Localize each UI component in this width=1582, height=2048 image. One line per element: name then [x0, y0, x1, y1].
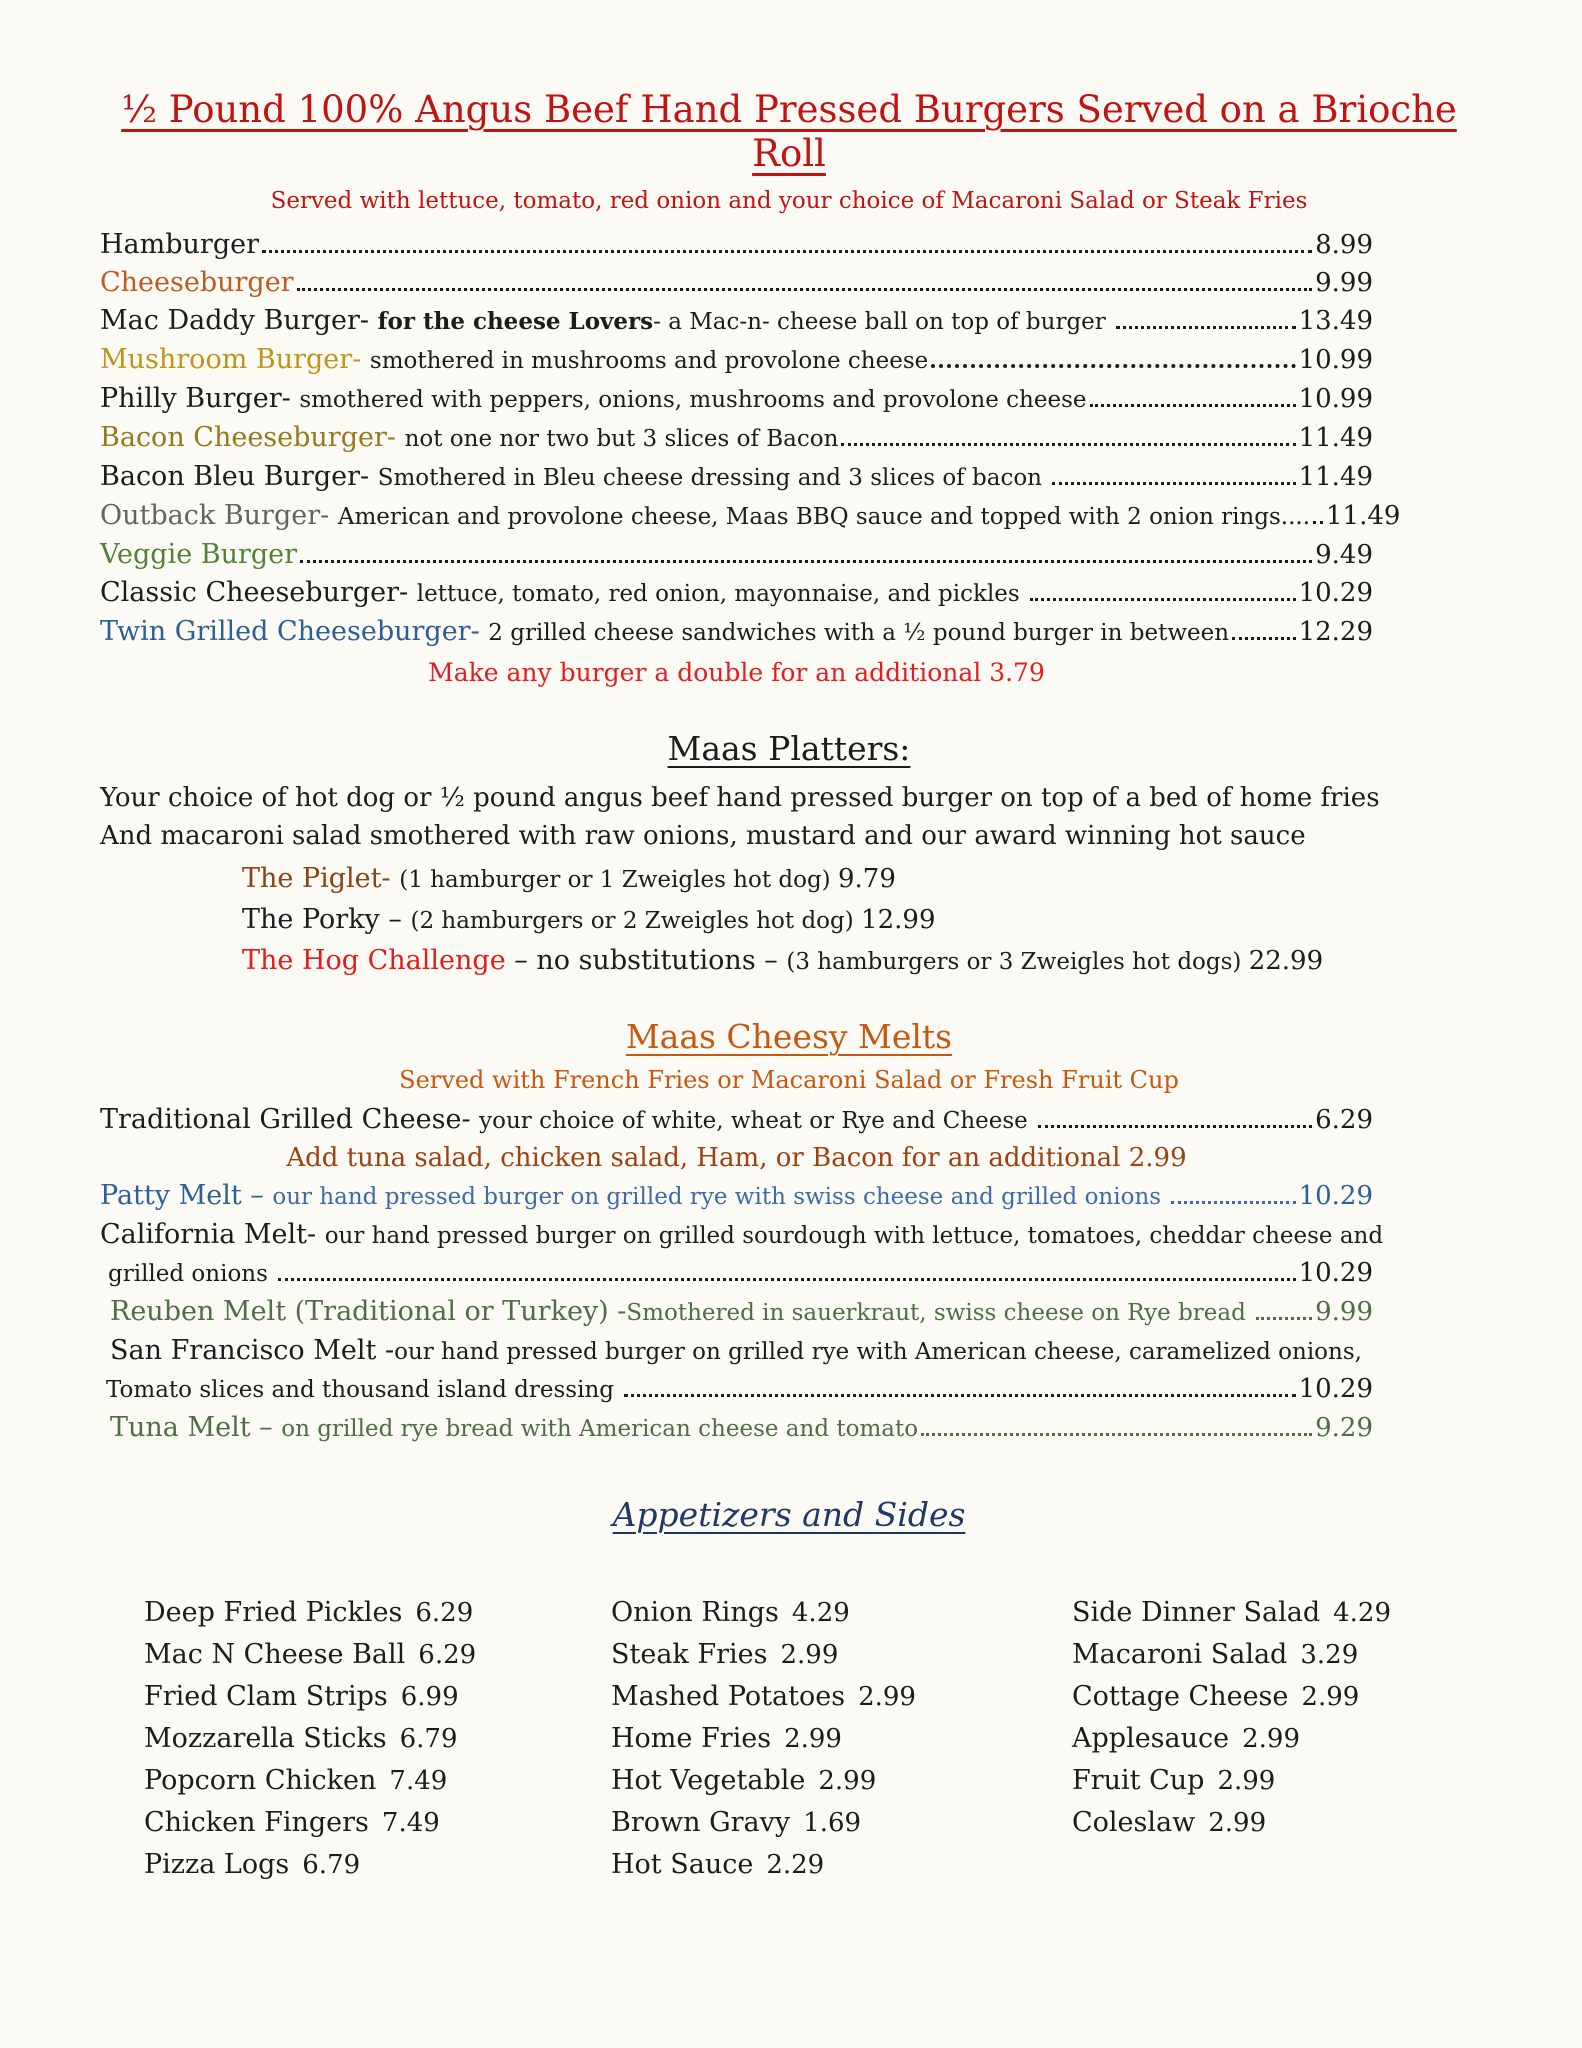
side-item-name: Hot Sauce: [611, 1848, 754, 1880]
menu-item-text: American and provolone cheese, Maas BBQ sauce and topped with 2 onion rings....: [337, 503, 1311, 530]
menu-item-text: Smothered in Bleu cheese dressing and 3 slices of bacon: [377, 464, 1050, 491]
menu-item-line: [100, 458, 1373, 497]
sides-column-1: [144, 1592, 611, 1886]
menu-item-text: Hamburger: [100, 228, 259, 260]
side-item-price: 4.29: [791, 1597, 850, 1628]
platters-description-line2: And macaroni salad smothered with raw onions, mustard and our award winning hot sauce: [100, 821, 1306, 852]
side-item: [1072, 1718, 1478, 1760]
side-item-price: 6.79: [302, 1849, 361, 1880]
side-item: [144, 1760, 611, 1802]
sides-column-2: [611, 1592, 1072, 1886]
side-item-name: Deep Fried Pickles: [144, 1596, 403, 1628]
side-item-price: 7.49: [381, 1807, 440, 1838]
item-price: 10.29: [1298, 1374, 1373, 1405]
side-item-price: 2.99: [1208, 1807, 1267, 1838]
menu-item-line: [100, 1371, 1373, 1409]
item-price: 11.49: [1298, 461, 1373, 492]
item-price: 9.29: [1315, 1413, 1373, 1444]
menu-item-text: Tomato slices and thousand island dressing: [106, 1377, 622, 1404]
menu-item-text: 2 grilled cheese sandwiches with a ½ pound burger in between: [488, 619, 1230, 646]
side-item-name: Applesauce: [1072, 1722, 1230, 1754]
side-item: [611, 1676, 1072, 1718]
item-price: 9.99: [1315, 267, 1373, 298]
side-item-price: 2.99: [784, 1723, 842, 1754]
menu-item-text: Reuben Melt (Traditional or Turkey) -: [110, 1296, 627, 1328]
side-item: [1072, 1676, 1478, 1718]
item-price: 22.99: [1248, 946, 1324, 977]
item-price: 11.49: [1298, 422, 1373, 453]
menu-item-text: not one nor two but 3 slices of Bacon: [404, 425, 839, 452]
side-item-price: 4.29: [1333, 1597, 1392, 1628]
menu-item-text: Outback Burger-: [100, 499, 338, 531]
side-item-name: Mac N Cheese Ball: [144, 1638, 406, 1670]
menu-item-text: Philly Burger-: [100, 382, 300, 414]
dot-leader: [300, 560, 1312, 563]
side-item-price: 6.29: [415, 1597, 474, 1628]
side-item: [611, 1718, 1072, 1760]
dot-leader: [841, 443, 1295, 446]
dot-leader: [1090, 404, 1296, 407]
menu-item-text: San Francisco Melt -: [110, 1335, 395, 1367]
sides-column-3: [1072, 1592, 1478, 1886]
menu-item-line: [100, 536, 1373, 574]
item-price: 12.99: [861, 905, 936, 936]
menu-item-line: [100, 1332, 1373, 1371]
menu-item-text: Mac Daddy Burger-: [100, 304, 378, 336]
dot-leader: [1313, 521, 1323, 524]
side-item-price: 2.99: [858, 1681, 916, 1712]
side-item-name: Cottage Cheese: [1072, 1680, 1289, 1712]
menu-item-line: [100, 497, 1401, 536]
menu-item-text: (3 hamburgers or 3 Zweigles hot dogs): [786, 949, 1249, 976]
menu-item-text: smothered in mushrooms and provolone cheese: [369, 347, 929, 374]
melts-subtitle: Served with French Fries or Macaroni Salad or Fresh Fruit Cup: [399, 1066, 1179, 1095]
platters-list: [100, 859, 1478, 982]
side-item-name: Popcorn Chicken: [144, 1764, 377, 1796]
platters-heading: Maas Platters:: [667, 728, 911, 768]
menu-item-line: [100, 574, 1373, 613]
side-item-price: 2.99: [1242, 1723, 1301, 1754]
dot-leader: [262, 250, 1312, 253]
menu-item-line: [100, 1101, 1373, 1140]
dot-leader: [1232, 637, 1296, 640]
item-price: 9.79: [837, 864, 896, 895]
side-item-name: Side Dinner Salad: [1072, 1596, 1321, 1628]
burgers-section-subtitle: Served with lettuce, tomato, red onion and your choice of Macaroni Salad or Steak Fries: [270, 187, 1308, 214]
dot-leader: [921, 1433, 1312, 1436]
dot-leader: [297, 288, 1313, 291]
menu-item-line: [100, 419, 1373, 458]
menu-item-text: The Piglet-: [242, 863, 400, 895]
menu-item-text: Patty Melt –: [100, 1180, 273, 1212]
dot-leader: [931, 364, 1295, 368]
menu-item-text: for the cheese Lovers: [377, 307, 654, 335]
menu-item-text: on grilled rye bread with American cheese and tomato: [281, 1416, 919, 1443]
item-price: 10.99: [1298, 344, 1373, 375]
side-item: [144, 1592, 611, 1634]
side-item-price: 3.29: [1300, 1639, 1359, 1670]
side-item-name: Home Fries: [611, 1722, 772, 1754]
menu-item-line: [100, 1409, 1373, 1448]
menu-item-text: Cheeseburger: [100, 266, 294, 298]
burger-list: [100, 226, 1478, 652]
menu-item-text: Tuna Melt –: [110, 1412, 282, 1444]
side-item: [611, 1634, 1072, 1676]
item-price: 10.99: [1298, 383, 1373, 414]
platters-description-line1: Your choice of hot dog or ½ pound angus beef hand pressed burger on top of a bed of home fries: [100, 783, 1380, 814]
menu-item-text: Mushroom Burger-: [100, 343, 370, 375]
dot-leader: [1052, 482, 1295, 485]
menu-item-line: [100, 1140, 1373, 1177]
side-item-name: Steak Fries: [611, 1638, 768, 1670]
side-item-name: Hot Vegetable: [611, 1764, 806, 1796]
menu-item-text: The Hog Challenge: [242, 945, 515, 977]
menu-item-text: Twin Grilled Cheeseburger-: [100, 615, 489, 647]
dot-leader: [1030, 598, 1296, 601]
item-price: 6.29: [1315, 1105, 1373, 1136]
side-item: [144, 1718, 611, 1760]
menu-item-line: [100, 226, 1373, 264]
burgers-section-title: ½ Pound 100% Angus Beef Hand Pressed Burgers Served on a Brioche Roll: [121, 88, 1457, 176]
side-item: [144, 1802, 611, 1844]
menu-item-line: [100, 341, 1373, 380]
side-item: [144, 1676, 611, 1718]
menu-item-text: Traditional Grilled Cheese-: [100, 1104, 480, 1136]
dot-leader: [1171, 1201, 1295, 1204]
side-item-price: 7.49: [389, 1765, 448, 1796]
menu-item-text: smothered with peppers, onions, mushrooms and provolone cheese: [299, 386, 1087, 413]
side-item-name: Mashed Potatoes: [611, 1680, 846, 1712]
menu-item-line: [100, 264, 1373, 302]
menu-item-line: [100, 1177, 1373, 1216]
side-item-price: 2.99: [818, 1765, 877, 1796]
side-item-price: 2.99: [780, 1639, 839, 1670]
menu-item-line: [100, 900, 1373, 941]
side-item-price: 2.29: [766, 1849, 825, 1880]
side-item-name: Mozzarella Sticks: [144, 1722, 387, 1754]
item-price: 11.49: [1326, 500, 1401, 531]
item-price: 12.29: [1298, 616, 1373, 647]
menu-item-text: Smothered in sauerkraut, swiss cheese on Rye bread: [626, 1300, 1254, 1327]
side-item-name: Macaroni Salad: [1072, 1638, 1288, 1670]
melts-list: [100, 1101, 1478, 1448]
side-item: [1072, 1592, 1478, 1634]
menu-item-text: - a Mac-n- cheese ball on top of burger: [653, 308, 1114, 335]
menu-item-text: Bacon Cheeseburger-: [100, 421, 405, 453]
dot-leader: [1116, 326, 1295, 329]
side-item: [144, 1844, 611, 1886]
side-item-price: 6.99: [400, 1681, 459, 1712]
menu-item-text: our hand pressed burger on grilled rye with swiss cheese and grilled onions: [272, 1184, 1169, 1211]
item-price: 10.29: [1298, 577, 1373, 608]
menu-item-text: California Melt-: [100, 1219, 325, 1251]
menu-item-line: [100, 302, 1373, 341]
item-price: 13.49: [1298, 305, 1373, 336]
menu-item-text: The Porky –: [242, 904, 411, 936]
menu-item-line: [100, 859, 1373, 900]
sides-columns: [100, 1592, 1478, 1886]
side-item-name: Chicken Fingers: [144, 1806, 369, 1838]
side-item: [1072, 1802, 1478, 1844]
side-item: [611, 1844, 1072, 1886]
side-item-price: 2.99: [1217, 1765, 1276, 1796]
item-price: 9.99: [1315, 1297, 1373, 1328]
menu-item-line: [100, 941, 1373, 982]
menu-item-line: [100, 1293, 1373, 1332]
menu-item-text: our hand pressed burger on grilled sourdough with lettuce, tomatoes, cheddar cheese and: [324, 1223, 1384, 1250]
sides-heading: Appetizers and Sides: [612, 1495, 966, 1535]
menu-item-text: – no substitutions –: [514, 945, 787, 977]
side-item: [1072, 1634, 1478, 1676]
menu-item-text: lettuce, tomato, red onion, mayonnaise, and pickles: [416, 580, 1028, 607]
side-item-price: 6.29: [418, 1639, 477, 1670]
dot-leader: [1038, 1125, 1312, 1128]
item-price: 10.29: [1298, 1181, 1373, 1212]
menu-item-line: [100, 1216, 1384, 1255]
dot-leader: [624, 1394, 1295, 1397]
double-burger-note: Make any burger a double for an additional 3.79: [428, 657, 1045, 687]
side-item-name: Fruit Cup: [1072, 1764, 1205, 1796]
side-item-price: 2.99: [1301, 1681, 1360, 1712]
menu-item-line: [100, 613, 1373, 652]
side-item-name: Onion Rings: [611, 1596, 779, 1628]
menu-item-text: Bacon Bleu Burger-: [100, 460, 378, 492]
menu-item-text: grilled onions: [108, 1261, 276, 1288]
menu-item-text: your choice of white, wheat or Rye and Cheese: [479, 1108, 1036, 1135]
side-item: [611, 1592, 1072, 1634]
dot-leader: [1256, 1317, 1312, 1320]
side-item: [611, 1802, 1072, 1844]
item-price: 9.49: [1315, 539, 1373, 570]
menu-item-text: our hand pressed burger on grilled rye with American cheese, caramelized onions,: [394, 1339, 1362, 1366]
melts-heading: Maas Cheesy Melts: [625, 1017, 953, 1057]
side-item: [611, 1760, 1072, 1802]
dot-leader: [278, 1278, 1295, 1281]
side-item: [144, 1634, 611, 1676]
item-price: 10.29: [1298, 1258, 1373, 1289]
menu-item-text: Veggie Burger: [100, 538, 298, 570]
menu-item-text: Classic Cheeseburger-: [100, 576, 417, 608]
menu-item-line: [100, 380, 1373, 419]
side-item-name: Pizza Logs: [144, 1848, 290, 1880]
item-price: 8.99: [1315, 229, 1373, 260]
side-item-price: 6.79: [399, 1723, 458, 1754]
menu-item-text: (2 hamburgers or 2 Zweigles hot dog): [410, 908, 862, 935]
menu-item-text: (1 hamburger or 1 Zweigles hot dog): [399, 867, 838, 894]
side-item-name: Brown Gravy: [611, 1806, 791, 1838]
menu-item-text: Add tuna salad, chicken salad, Ham, or Bacon for an additional 2.99: [286, 1143, 1187, 1174]
menu-item-line: [100, 1255, 1373, 1293]
side-item-name: Fried Clam Strips: [144, 1680, 388, 1712]
side-item-name: Coleslaw: [1072, 1806, 1196, 1838]
side-item: [1072, 1760, 1478, 1802]
side-item-price: 1.69: [803, 1807, 862, 1838]
